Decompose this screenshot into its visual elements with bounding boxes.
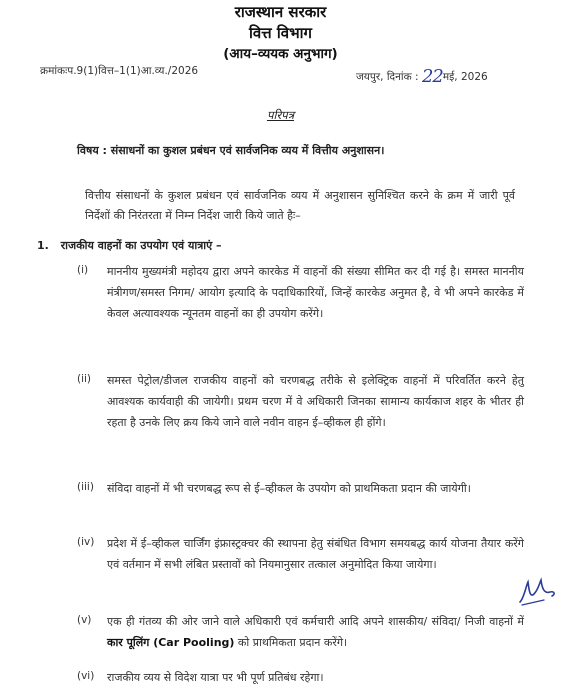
item-text: समस्त पेट्रोल/डीजल राजकीय वाहनों को चरणबद्ध तरीके से इलेक्ट्रिक वाहनों में परिवर्तित करने हेतु आवश्यक कार्यवाही की जायेगी। प्रथम चरण में वे अधिकारी जिनका सामान्य कार्यकाज शहर के भीतर ही रहता है उनके लिए क्रय किये जाने वाले नवीन वाहन ई–व्हीकल ही होंगे। — [107, 374, 524, 429]
header-department: वित्त विभाग — [249, 24, 312, 42]
item-number: (iv) — [77, 536, 95, 548]
section-1-number: 1. — [37, 239, 49, 252]
month-year: मई, 2026 — [442, 71, 488, 83]
handwritten-day: 22 — [421, 66, 443, 87]
place-prefix: जयपुर, दिनांक : — [356, 71, 419, 83]
circular-label: परिपत्र — [266, 108, 295, 122]
item-number: (ii) — [77, 373, 92, 385]
item-number: (i) — [77, 264, 89, 276]
header-govt: राजस्थान सरकार — [234, 3, 327, 21]
section-1-title: राजकीय वाहनों का उपयोग एवं यात्राएं – — [60, 239, 222, 252]
item-text: प्रदेश में ई–व्हीकल चार्जिंग इंफ्रास्ट्रक्चर की स्थापना हेतु संबंधित विभाग समयबद्ध कार्य योजना तैयार करेंगे एवं वर्तमान में सभी लंबित प्रस्तावों को नियमानुसार तत्काल अनुमोदित किया जायेगा। — [107, 537, 524, 571]
car-pooling-bold: कार पूलिंग (Car Pooling) — [107, 636, 235, 649]
initials-signature-icon — [514, 572, 558, 612]
intro-paragraph: वित्तीय संसाधनों के कुशल प्रबंधन एवं सार्वजनिक व्यय में अनुशासन सुनिश्चित करने के क्रम में जारी पूर्व निर्देशों की निरंतरता में निम्न निर्देश जारी किये जाते हैः– — [85, 189, 515, 222]
header-section: (आय–व्ययक अनुभाग) — [223, 46, 338, 62]
date-line — [356, 64, 488, 85]
item-number: (vi) — [77, 670, 95, 682]
item-number: (iii) — [77, 481, 94, 493]
reference-number: क्रमांकःप.9(1)वित्त–1(1)आ.व्य./2026 — [40, 65, 199, 77]
item-number: (v) — [77, 614, 92, 626]
item-text: राजकीय व्यय से विदेश यात्रा पर भी पूर्ण प्रतिबंध रहेगा। — [107, 671, 324, 684]
item-text-part: एक ही गंतव्य की ओर जाने वाले अधिकारी एवं कर्मचारी आदि अपने शासकीय/ संविदा/ निजी वाहनों में — [107, 615, 524, 628]
item-text — [107, 611, 524, 653]
item-text-part: को प्राथमिकता प्रदान करेंगे। — [234, 636, 348, 649]
item-text: संविदा वाहनों में भी चरणबद्ध रूप से ई–व्हीकल के उपयोग को प्राथमिकता प्रदान की जायेगी। — [107, 482, 471, 495]
section-1-heading — [37, 238, 222, 253]
subject-line: विषय : संसाधनों का कुशल प्रबंधन एवं सार्वजनिक व्यय में वित्तीय अनुशासन। — [77, 144, 385, 157]
item-text: माननीय मुख्यमंत्री महोदय द्वारा अपने कारकेड में वाहनों की संख्या सीमित कर दी गई है। समस्त माननीय मंत्रीगण/समस्त निगम/ आयोग इत्यादि के पदाधिकारियों, जिन्हें कारकेड अनुमत है, वे भी अपने कारकेड में केवल अत्यावश्यक न्यूनतम वाहनों का ही उपयोग करेंगे। — [107, 265, 524, 320]
